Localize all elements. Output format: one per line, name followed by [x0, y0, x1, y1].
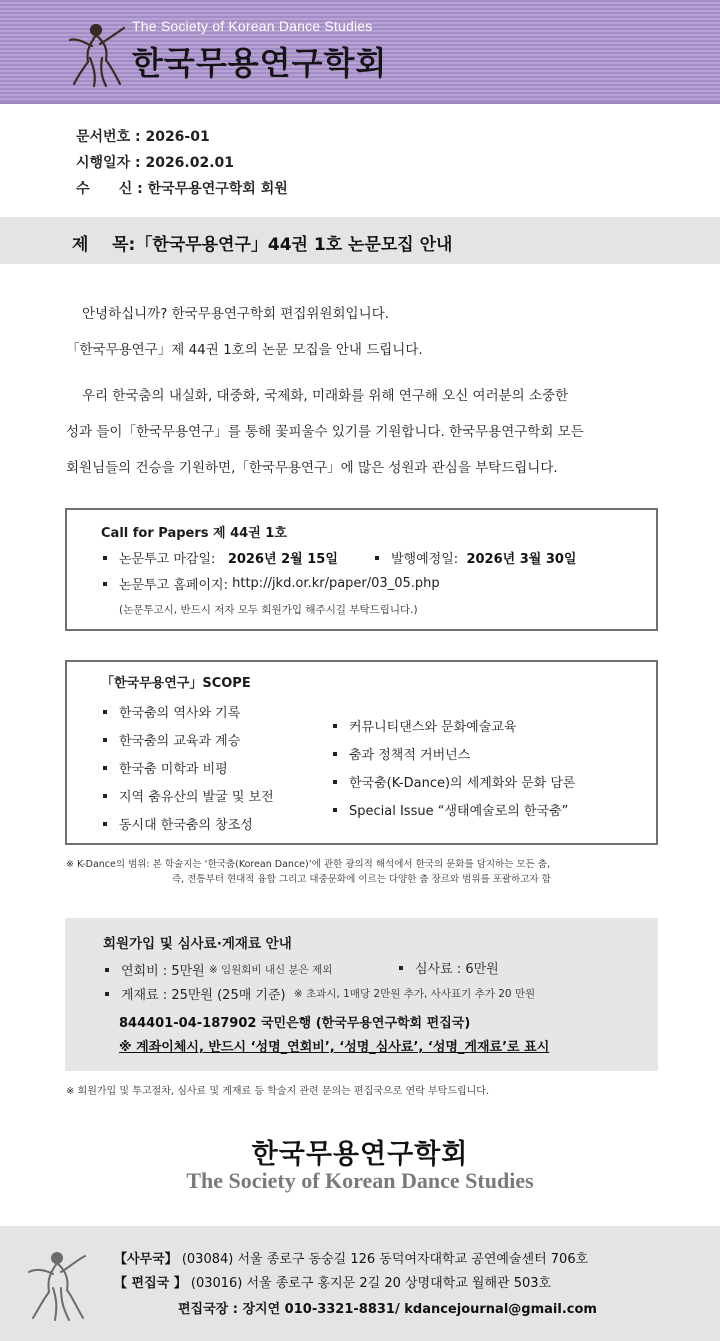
bank-account: 844401-04-187902 국민은행 (한국무용연구학회 편집국): [119, 1016, 471, 1031]
bullet-icon: [105, 992, 109, 996]
publish-item: [375, 548, 576, 567]
recipient-value: : 한국무용연구학회 회원: [137, 181, 288, 197]
deadline-label: 논문투고 마감일:: [119, 552, 216, 567]
scope-item: 한국춤 미학과 비평: [103, 758, 228, 777]
bullet-icon: [103, 582, 107, 586]
scope-title: 「한국무용연구」SCOPE: [101, 676, 251, 691]
bullet-icon: [103, 794, 107, 798]
kdance-scope-note: [66, 857, 551, 887]
recipient-label: 수 신: [76, 181, 133, 197]
doc-no-value: : 2026-01: [134, 129, 210, 145]
contact-panel: [0, 1226, 720, 1341]
scope-item: 커뮤니티댄스와 문화예술교육: [333, 716, 516, 735]
bullet-icon: [399, 966, 403, 970]
editorial-address-text: (03016) 서울 종로구 홍지문 2길 20 상명대학교 월해관 503호: [190, 1276, 552, 1291]
publish-label: 발행예정일:: [391, 552, 459, 567]
homepage-label: 논문투고 홈페이지:: [119, 578, 228, 593]
scope-item: 지역 춤유산의 발굴 및 보전: [103, 786, 274, 805]
office-address-text: (03084) 서울 종로구 동숭길 126 동덕여자대학교 공연예술센터 706호: [181, 1252, 589, 1267]
editorial-address: [114, 1272, 551, 1291]
scope-box: [65, 660, 658, 845]
cfp-note: (논문투고시, 반드시 저자 모두 회원가입 해주시길 부탁드립니다.): [119, 604, 418, 616]
dancer-emblem-icon: [66, 18, 126, 88]
scope-item: 한국춤의 역사와 기록: [103, 702, 240, 721]
bullet-icon: [103, 556, 107, 560]
scope-item: 춤과 정책적 거버넌스: [333, 744, 470, 763]
intro-line: 안녕하십니까? 한국무용연구학회 편집위원회입니다.: [82, 306, 389, 322]
editor-contact: 편집국장 : 장지연 010-3321-8831/ kdancejournal@gmail.com: [178, 1302, 597, 1317]
publication-fee-note: ※ 초과시, 1매당 2만원 추가, 사사표기 추가 20 만원: [293, 988, 536, 1000]
bullet-icon: [375, 556, 379, 560]
date-label: 시행일자: [76, 155, 131, 171]
annual-fee-item: 연회비 : 5만원 ※ 임원회비 내신 분은 제외: [105, 960, 332, 979]
membership-fee-box: [65, 918, 658, 1071]
publication-fee-item: 게재료 : 25만원 (25매 기준) ※ 초과시, 1매당 2만원 추가, 사사표기 추가 20 만원: [105, 984, 535, 1003]
intro-line: 「한국무용연구」제 44권 1호의 논문 모집을 안내 드립니다.: [66, 342, 423, 358]
doc-no-label: 문서번호: [76, 129, 131, 145]
bullet-icon: [333, 808, 337, 812]
subject-bar: [0, 217, 720, 264]
bullet-icon: [105, 968, 109, 972]
scope-item: 한국춤의 교육과 계승: [103, 730, 240, 749]
scope-item: 한국춤(K-Dance)의 세계화와 문화 담론: [333, 772, 575, 791]
subject-text: :「한국무용연구」44권 1호 논문모집 안내: [128, 235, 453, 255]
kdance-note-line: 즉, 전통부터 현대적 융합 그리고 대중문화에 이르는 다양한 춤 장르와 범위를 포괄하고자 함: [172, 874, 551, 885]
footer-korean-name: 한국무용연구학회: [251, 1139, 469, 1170]
deadline-item: [103, 548, 338, 567]
bullet-icon: [103, 710, 107, 714]
subject-label: 제 목: [72, 235, 129, 255]
document-meta: [76, 124, 288, 202]
annual-fee-note: ※ 임원회비 내신 분은 제외: [208, 964, 333, 976]
homepage-link[interactable]: http://jkd.or.kr/paper/03_05.php: [232, 576, 440, 591]
member-title: 회원가입 및 심사료·게재료 안내: [103, 936, 292, 952]
society-korean-name: 한국무용연구학회: [132, 44, 388, 82]
review-fee-item: 심사료 : 6만원: [399, 958, 499, 977]
call-for-papers-box: [65, 508, 658, 631]
scope-item: Special Issue “생태예술로의 한국춤”: [333, 800, 568, 819]
inquiry-note: ※ 회원가입 및 투고절차, 심사료 및 게재료 등 학술지 관련 문의는 편집국으로 연락 부탁드립니다.: [66, 1086, 490, 1097]
publish-value: 2026년 3월 30일: [466, 552, 577, 567]
date-value: : 2026.02.01: [134, 155, 235, 171]
intro-line: 성과 들이「한국무용연구」를 통해 꽃피울수 있기를 기원합니다. 한국무용연구학회 모든: [66, 424, 584, 440]
dancer-emblem-icon: [26, 1246, 88, 1322]
intro-line: 우리 한국춤의 내실화, 대중화, 국제화, 미래화를 위해 연구해 오신 여러분의 소중한: [82, 388, 569, 404]
header-banner: [0, 0, 720, 104]
scope-item: 동시대 한국춤의 창조성: [103, 814, 253, 833]
office-label: 【사무국】: [114, 1252, 178, 1267]
bullet-icon: [103, 822, 107, 826]
bullet-icon: [103, 738, 107, 742]
deadline-value: 2026년 2월 15일: [227, 552, 338, 567]
society-english-name: The Society of Korean Dance Studies: [132, 18, 373, 34]
footer-english-name: The Society of Korean Dance Studies: [186, 1168, 534, 1193]
bullet-icon: [333, 752, 337, 756]
transfer-instruction: ※ 계좌이체시, 반드시 ‘성명_연회비’, ‘성명_심사료’, ‘성명_게재료’로 표시: [119, 1040, 550, 1055]
intro-line: 회원님들의 건승을 기원하면,「한국무용연구」에 많은 성원과 관심을 부탁드립니다.: [66, 460, 558, 476]
bullet-icon: [103, 766, 107, 770]
kdance-note-line: ※ K-Dance의 범위: 본 학술지는 ‘한국춤(Korean Dance)’에 관한 광의적 해석에서 한국의 문화를 담지하는 모든 춤,: [66, 859, 550, 870]
office-address: [114, 1248, 588, 1267]
cfp-title: Call for Papers 제 44권 1호: [101, 526, 287, 541]
bullet-icon: [333, 724, 337, 728]
homepage-item: [103, 574, 440, 593]
bullet-icon: [333, 780, 337, 784]
editorial-label: 【 편집국 】: [114, 1276, 187, 1291]
